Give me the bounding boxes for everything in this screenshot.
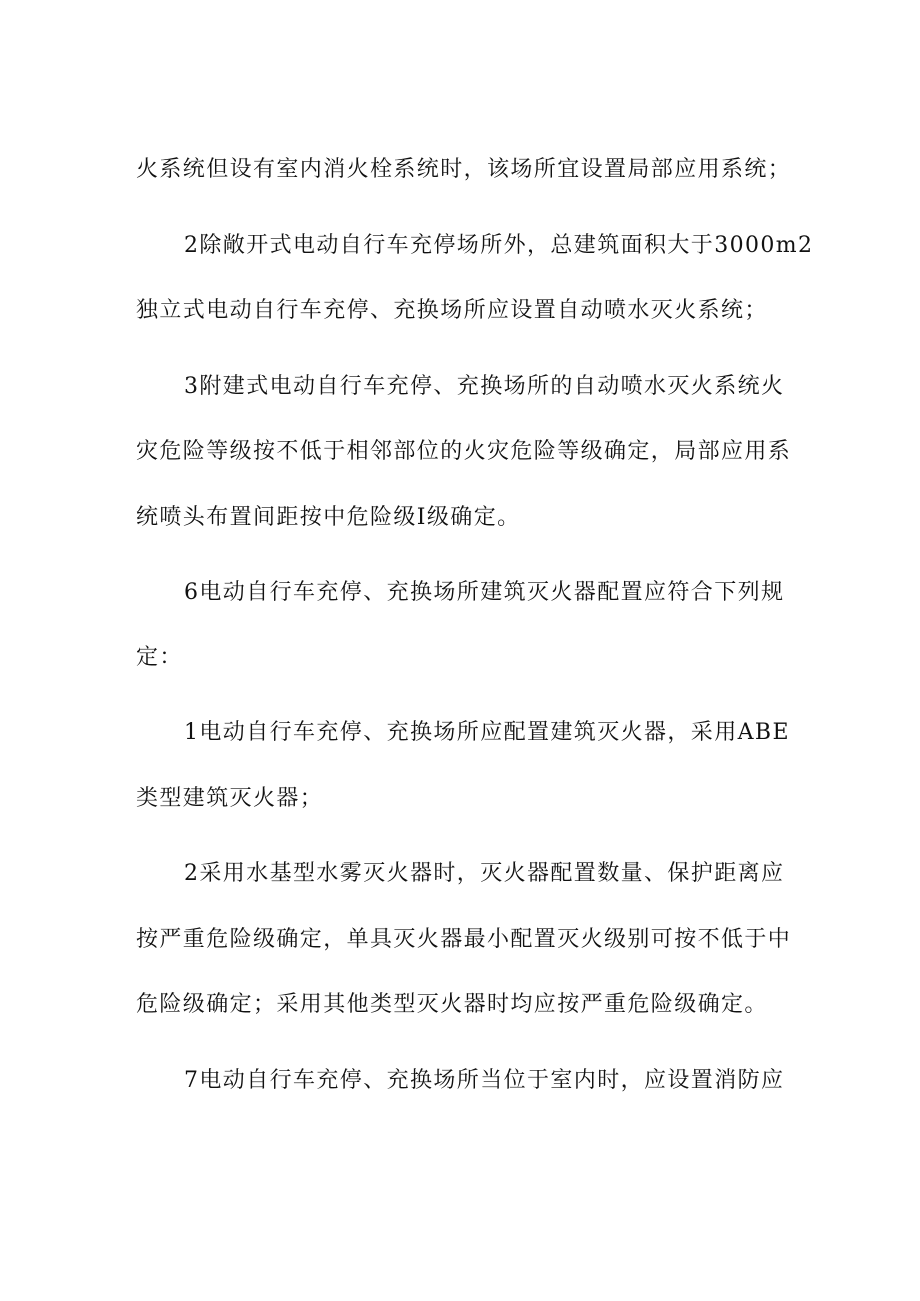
text-line: 按严重危险级确定，单具灭火器最小配置灭火级别可按不低于中: [136, 927, 792, 952]
text-line: 7电动自行车充停、充换场所当位于室内时，应设置消防应: [184, 1068, 785, 1093]
text-line: 6电动自行车充停、充换场所建筑灭火器配置应符合下列规: [184, 580, 785, 605]
text-line: 2除敞开式电动自行车充停场所外，总建筑面积大于3000m2: [184, 233, 814, 258]
text-line: 灾危险等级按不低于相邻部位的火灾危险等级确定，局部应用系: [136, 439, 792, 464]
text-line: 2采用水基型水雾灭火器时，灭火器配置数量、保护距离应: [184, 861, 785, 886]
text-line: 独立式电动自行车充停、充换场所应设置自动喷水灭火系统；: [136, 298, 768, 323]
text-line: 定：: [136, 645, 183, 670]
text-line: 危险级确定；采用其他类型灭火器时均应按严重危险级确定。: [136, 992, 768, 1017]
text-line: 统喷头布置间距按中危险级Ⅰ级确定。: [136, 505, 521, 530]
text-line: 1电动自行车充停、充换场所应配置建筑灭火器，采用ABE: [184, 720, 790, 745]
text-line: 火系统但设有室内消火栓系统时，该场所宜设置局部应用系统；: [136, 157, 792, 182]
text-line: 3附建式电动自行车充停、充换场所的自动喷水灭火系统火: [184, 374, 785, 399]
text-line: 类型建筑灭火器；: [136, 786, 324, 811]
